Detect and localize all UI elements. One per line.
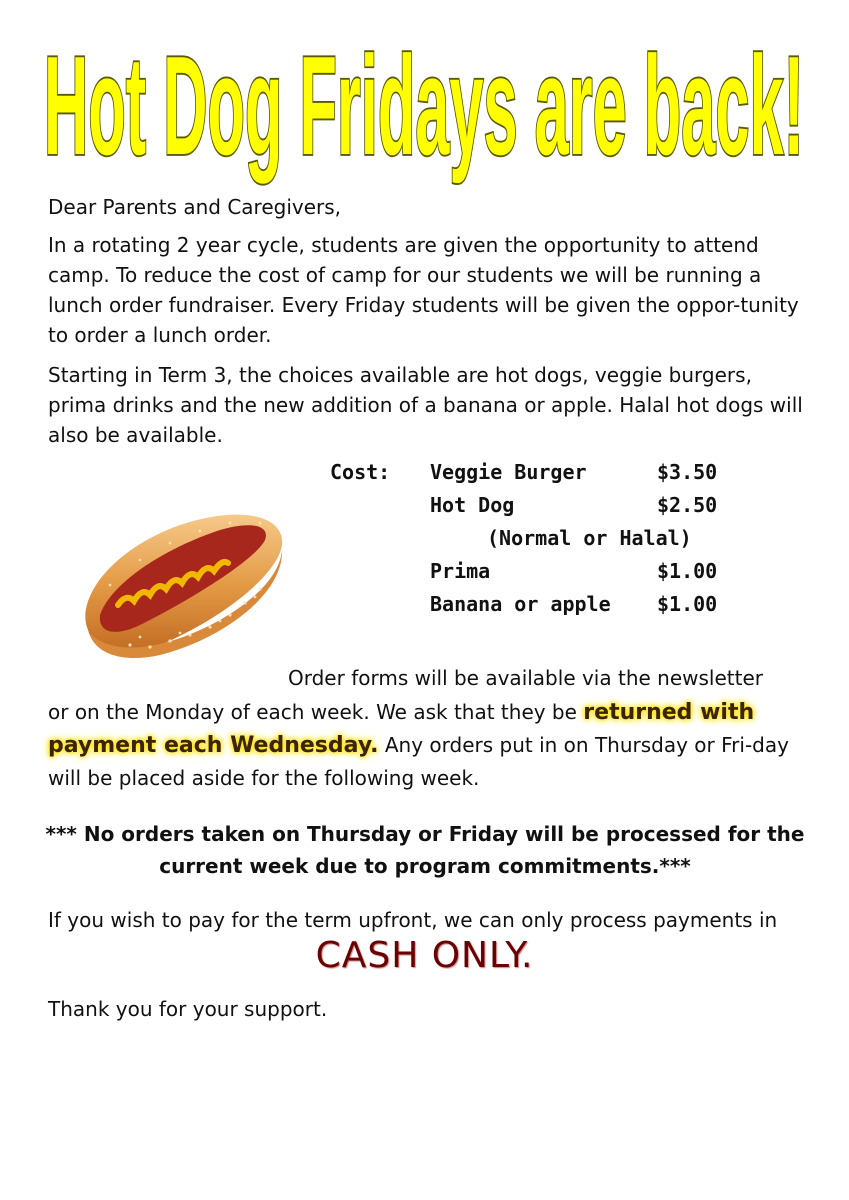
- order-paragraph: [48, 696, 808, 794]
- notice: *** No orders taken on Thursday or Friday will be processed for the current week due to program commitments.***: [45, 822, 805, 878]
- order-highlight: returned with payment each Wednesday.: [48, 700, 755, 758]
- order-text-pre: or on the Monday of each week. We ask that they be: [48, 700, 584, 724]
- item-banana-apple: Banana or apple: [430, 592, 611, 616]
- item-veggie-burger: Veggie Burger: [430, 460, 587, 484]
- price-hot-dog: $2.50: [657, 493, 718, 517]
- price-banana-apple: $1.00: [657, 592, 718, 616]
- upfront-text: If you wish to pay for the term upfront, we can only process payments in: [48, 908, 778, 932]
- cash-only: CASH ONLY.: [315, 935, 534, 976]
- paragraph-camp: In a rotating 2 year cycle, students are given the opportunity to attend camp. To reduce the cost of camp for our students we will be running a lunch order fundraiser. Every Friday students will be given the oppor-tunity to order a lunch order.: [48, 233, 799, 347]
- order-text-post: Any orders put in on Thursday or Fri-day will be placed aside for the following week.: [48, 733, 789, 790]
- hot-dog-note: (Normal or Halal): [487, 526, 692, 550]
- price-prima: $1.00: [657, 559, 718, 583]
- hot-dog-icon: [70, 505, 290, 665]
- greeting: Dear Parents and Caregivers,: [48, 195, 342, 219]
- item-hot-dog: Hot Dog: [430, 493, 515, 517]
- order-line-1: Order forms will be available via the newsletter: [288, 666, 763, 690]
- page-title-text: Hot Dog Fridays are back!: [44, 27, 804, 184]
- item-prima: Prima: [430, 559, 491, 583]
- cost-label: Cost:: [330, 460, 391, 484]
- price-veggie-burger: $3.50: [657, 460, 718, 484]
- thanks: Thank you for your support.: [48, 997, 328, 1021]
- page-title: [0, 14, 849, 194]
- paragraph-choices: Starting in Term 3, the choices available are hot dogs, veggie burgers, prima drinks and the new addition of a banana or apple. Halal hot dogs will also be available.: [48, 363, 803, 447]
